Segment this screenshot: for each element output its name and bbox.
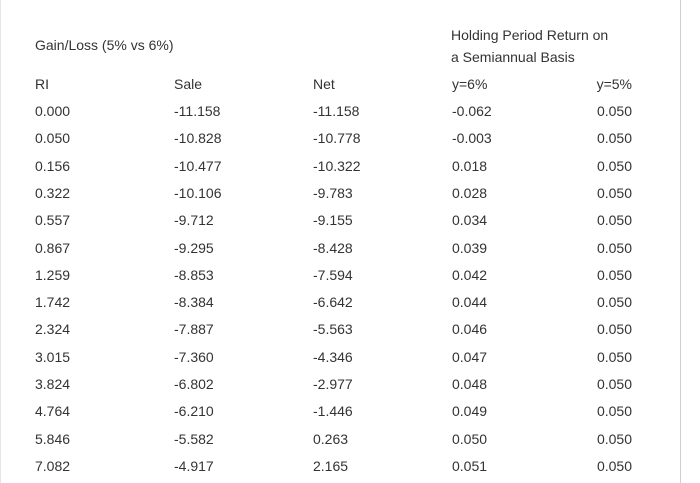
- table-cell-y5: 0.050: [596, 184, 632, 201]
- table-cell-sale: -5.582: [174, 430, 214, 447]
- table-cell-sale: -9.712: [174, 212, 214, 229]
- table-cell-net: -10.322: [313, 157, 361, 174]
- table-cell-sale: -10.828: [174, 130, 222, 147]
- table-cell-ri: 4.764: [35, 403, 71, 420]
- table-cell-sale: -7.887: [174, 321, 214, 338]
- table-cell-net: -9.783: [313, 184, 353, 201]
- table-cell-y6: 0.028: [452, 184, 488, 201]
- column-header-ri: RI: [35, 76, 49, 92]
- table-cell-net: -2.977: [313, 376, 353, 392]
- table-cell-y5: 0.050: [596, 348, 632, 365]
- table-cell-ri: 2.324: [35, 321, 71, 338]
- table-cell-ri: 0.557: [35, 212, 71, 229]
- table-cell-sale: -8.384: [174, 294, 214, 311]
- table-cell-net: -10.778: [313, 130, 361, 147]
- table-cell-net: -6.642: [313, 294, 353, 311]
- table-cell-y6: -0.003: [452, 130, 492, 147]
- table-cell-ri: 1.259: [35, 266, 71, 283]
- table-cell-net: -4.346: [313, 348, 353, 365]
- table-cell-sale: -11.158: [174, 103, 221, 119]
- table-cell-y6: 0.049: [452, 403, 488, 420]
- table-cell-ri: 0.050: [35, 130, 71, 147]
- table-cell-y6: 0.044: [452, 294, 488, 311]
- table-cell-y5: 0.050: [596, 294, 632, 311]
- table-cell-net: -5.563: [313, 321, 353, 338]
- table-cell-ri: 3.015: [35, 348, 71, 365]
- column-header-y5: y=5%: [596, 76, 632, 92]
- table-cell-y6: 0.034: [452, 212, 488, 229]
- column-header-sale: Sale: [174, 76, 203, 92]
- table-cell-net: -11.158: [313, 103, 360, 119]
- table-cell-sale: -9.295: [174, 239, 214, 256]
- table-cell-y5: 0.050: [596, 321, 632, 338]
- table-cell-y5: 0.050: [596, 266, 632, 283]
- table-cell-y6: 0.018: [452, 157, 488, 174]
- table-cell-net: -9.155: [313, 212, 353, 229]
- table-cell-net: 2.165: [313, 457, 349, 474]
- table-cell-y6: 0.050: [452, 430, 488, 447]
- table-cell-y5: 0.050: [596, 376, 632, 392]
- table-cell-y5: 0.050: [596, 130, 632, 147]
- table-cell-ri: 3.824: [35, 376, 71, 392]
- table-cell-sale: -4.917: [174, 457, 214, 474]
- table-cell-y5: 0.050: [596, 457, 632, 474]
- table-cell-sale: -6.802: [174, 376, 214, 392]
- table-cell-y5: 0.050: [596, 157, 632, 174]
- column-header-net: Net: [313, 76, 335, 92]
- table-cell-y6: 0.051: [452, 457, 488, 474]
- table-cell-ri: 5.846: [35, 430, 71, 447]
- table-cell-y5: 0.050: [596, 212, 632, 229]
- table-cell-sale: -8.853: [174, 266, 214, 283]
- table-cell-y6: -0.062: [452, 103, 492, 119]
- table-cell-ri: 1.742: [35, 294, 71, 311]
- table-cell-y6: 0.046: [452, 321, 488, 338]
- table-cell-y6: 0.039: [452, 239, 488, 256]
- holding-period-return-heading: [451, 24, 608, 68]
- column-header-y6: y=6%: [452, 76, 488, 92]
- table-cell-sale: -10.106: [174, 184, 222, 201]
- table-cell-y6: 0.047: [452, 348, 488, 365]
- table-cell-ri: 0.000: [35, 103, 71, 119]
- table-cell-y5: 0.050: [596, 239, 632, 256]
- table-title: Gain/Loss (5% vs 6%): [35, 37, 174, 53]
- table-cell-y6: 0.042: [452, 266, 488, 283]
- table-cell-sale: -7.360: [174, 348, 214, 365]
- table-cell-ri: 0.156: [35, 157, 71, 174]
- table-cell-ri: 0.322: [35, 184, 71, 201]
- table-cell-sale: -10.477: [174, 157, 222, 174]
- table-cell-sale: -6.210: [174, 403, 214, 420]
- table-cell-ri: 7.082: [35, 457, 71, 474]
- table-cell-y5: 0.050: [596, 430, 632, 447]
- table-cell-y6: 0.048: [452, 376, 488, 392]
- table-cell-net: -8.428: [313, 239, 353, 256]
- hpr-heading-line-2: a Semiannual Basis: [451, 49, 575, 65]
- table-cell-net: 0.263: [313, 430, 349, 447]
- table-cell-y5: 0.050: [596, 103, 632, 119]
- table-cell-y5: 0.050: [596, 403, 632, 420]
- right-divider: [680, 0, 681, 483]
- left-divider: [0, 0, 1, 483]
- table-cell-net: -1.446: [313, 403, 353, 420]
- table-cell-ri: 0.867: [35, 239, 71, 256]
- hpr-heading-line-1: Holding Period Return on: [451, 27, 609, 43]
- table-cell-net: -7.594: [313, 266, 353, 283]
